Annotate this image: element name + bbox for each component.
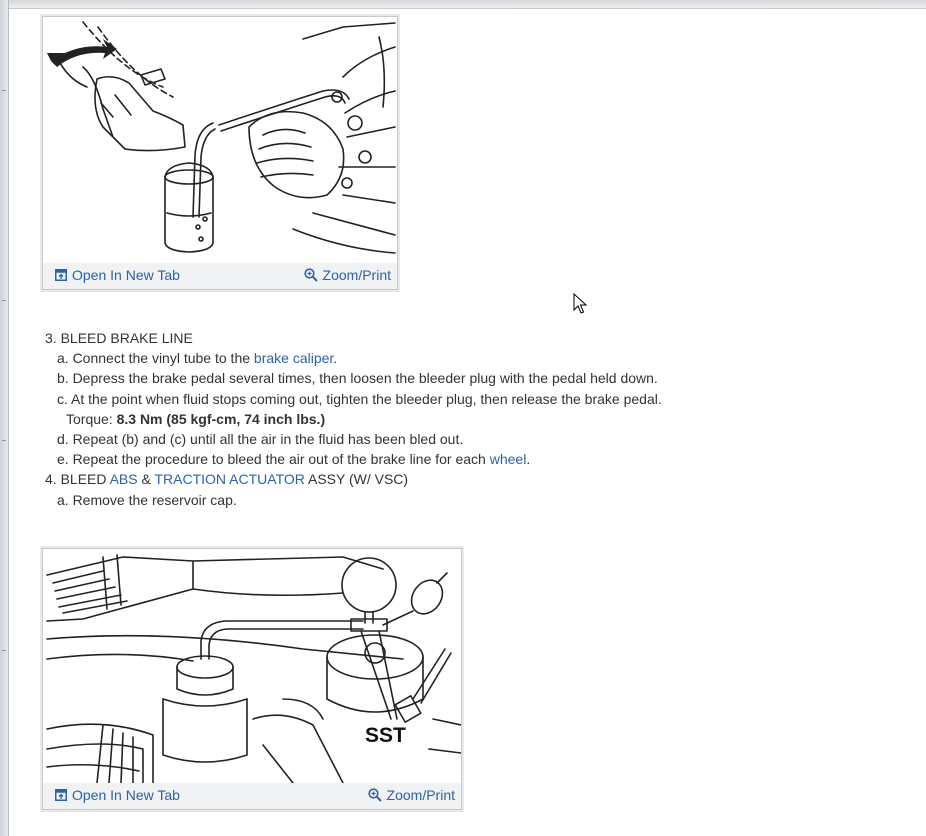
zoom-print-link[interactable]: [368, 787, 455, 803]
step-4a: a. Remove the reservoir cap.: [57, 491, 237, 508]
torque-value: 8.3 Nm (85 kgf-cm, 74 inch lbs.): [116, 410, 326, 427]
brake-caliper-link[interactable]: brake caliper: [253, 350, 334, 367]
figure-abs-actuator-bleed: [42, 548, 462, 810]
torque-spec: [45, 409, 662, 429]
zoom-print-label: Zoom/Print: [386, 787, 455, 803]
step-3-title: 3. BLEED BRAKE LINE: [45, 330, 193, 346]
step-3e-text: e. Repeat the procedure to bleed the air out of the brake line for each: [57, 451, 490, 468]
traction-actuator-link[interactable]: TRACTION ACTUATOR: [154, 471, 305, 488]
step-4-title: [45, 469, 662, 489]
step-4-amp: &: [137, 471, 155, 488]
rail-tick: [2, 300, 6, 301]
abs-actuator-illustration: [43, 549, 461, 783]
step-3e-suffix: .: [526, 451, 531, 468]
open-in-new-tab-label: Open In New Tab: [72, 787, 180, 803]
zoom-print-label: Zoom/Print: [322, 267, 391, 283]
figure-footer: [43, 783, 461, 809]
step-3e: [45, 449, 662, 469]
step-3c: c. At the point when fluid stops coming out, tighten the bleeder plug, then release the brake pedal.: [57, 390, 662, 407]
zoom-print-link[interactable]: [304, 267, 391, 283]
step-4-suffix: ASSY (W/ VSC): [304, 471, 409, 488]
procedure-steps: [45, 328, 662, 510]
open-in-new-tab-link[interactable]: [55, 787, 180, 803]
open-in-new-tab-icon: [55, 789, 67, 801]
brake-bleeding-illustration: [43, 17, 397, 263]
step-3a-suffix: .: [333, 350, 338, 367]
window-top-bar: [0, 0, 926, 9]
mouse-cursor-icon: [573, 293, 587, 315]
step-4-prefix: 4. BLEED: [45, 471, 110, 488]
torque-label: Torque:: [66, 410, 117, 427]
figure-bleed-brake-line: [42, 16, 398, 290]
rail-tick: [2, 440, 6, 441]
figure-footer: [43, 263, 397, 289]
left-scroll-rail[interactable]: [0, 0, 9, 836]
open-in-new-tab-label: Open In New Tab: [72, 267, 180, 283]
sst-callout-label: SST: [365, 724, 406, 747]
magnifier-icon: [304, 268, 318, 282]
abs-link[interactable]: ABS: [109, 471, 138, 488]
rail-tick: [2, 90, 6, 91]
magnifier-icon: [368, 788, 382, 802]
open-in-new-tab-link[interactable]: [55, 267, 180, 283]
step-3b: b. Depress the brake pedal several times, then loosen the bleeder plug with the pedal held down.: [57, 370, 658, 387]
step-3a: [45, 348, 662, 368]
step-3d: d. Repeat (b) and (c) until all the air in the fluid has been bled out.: [57, 431, 464, 448]
wheel-link[interactable]: wheel: [489, 451, 527, 468]
rail-tick: [2, 650, 6, 651]
article-content: [9, 9, 926, 836]
open-in-new-tab-icon: [55, 269, 67, 281]
step-3a-text: a. Connect the vinyl tube to the: [57, 350, 254, 367]
